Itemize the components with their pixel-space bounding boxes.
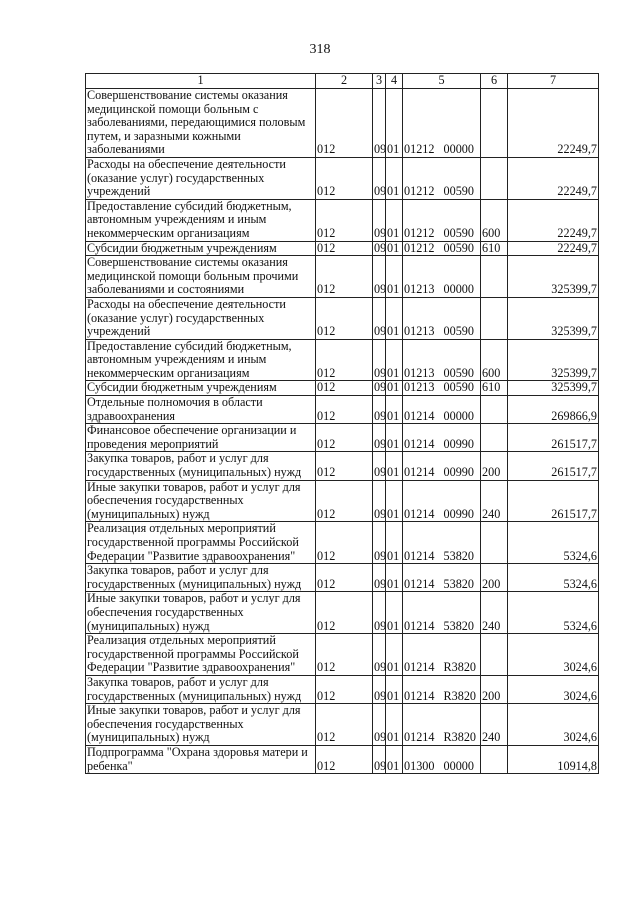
table-row xyxy=(86,199,599,241)
code-ministry: 012 xyxy=(316,592,373,634)
code-section: 09 xyxy=(373,564,386,592)
code-section: 09 xyxy=(374,380,387,395)
col-header-6: 6 xyxy=(481,74,508,89)
code-expense-type xyxy=(481,297,508,339)
amount: 5324,6 xyxy=(508,564,599,592)
code-section: 09 xyxy=(373,480,386,522)
code-expense-type xyxy=(481,634,508,676)
code-target: 01214 00990 xyxy=(403,452,481,480)
row-name: Закупка товаров, работ и услуг для государственных (муниципальных) нужд xyxy=(86,675,316,703)
row-name: Подпрограмма "Охрана здоровья матери и ребенка" xyxy=(86,745,316,773)
code-subsection: 01 xyxy=(386,241,403,256)
code-expense-type: 200 xyxy=(481,452,508,480)
code-expense-type xyxy=(481,157,508,199)
code-subsection: 01 xyxy=(386,564,403,592)
table-row xyxy=(86,704,599,746)
code-section: 09 xyxy=(373,339,386,381)
code-section: 09 xyxy=(373,424,386,452)
code-section: 09 xyxy=(373,297,386,339)
col-header-1: 1 xyxy=(86,74,316,89)
code-section: 09 xyxy=(373,634,386,676)
table-row xyxy=(86,89,599,158)
code-expense-type: 600 xyxy=(481,199,508,241)
table-row xyxy=(86,241,599,256)
code-ministry: 012 xyxy=(316,89,373,158)
code-ministry: 012 xyxy=(316,745,373,773)
amount: 325399,7 xyxy=(508,256,599,298)
code-subsection: 01 xyxy=(386,634,403,676)
code-target: 01214 53820 xyxy=(403,522,481,564)
code-expense-type: 240 xyxy=(481,592,508,634)
table-row xyxy=(86,452,599,480)
row-name: Расходы на обеспечение деятельности (оказание услуг) государственных учреждений xyxy=(86,297,316,339)
code-expense-type: 200 xyxy=(481,675,508,703)
amount: 261517,7 xyxy=(508,424,599,452)
table-row xyxy=(86,564,599,592)
amount: 261517,7 xyxy=(508,480,599,522)
code-subsection: 01 xyxy=(386,297,403,339)
amount: 5324,6 xyxy=(508,592,599,634)
code-ministry: 012 xyxy=(316,241,373,256)
code-section: 09 xyxy=(373,396,386,424)
code-subsection: 01 xyxy=(386,157,403,199)
amount: 22249,7 xyxy=(508,199,599,241)
amount: 325399,7 xyxy=(508,297,599,339)
amount: 22249,7 xyxy=(508,241,599,256)
row-name: Отдельные полномочия в области здравоохранения xyxy=(86,396,316,424)
code-ministry: 012 xyxy=(316,424,373,452)
code-ministry: 012 xyxy=(316,256,373,298)
code-section: 09 xyxy=(373,745,386,773)
amount: 5324,6 xyxy=(508,522,599,564)
code-subsection: 01 xyxy=(386,675,403,703)
code-expense-type xyxy=(481,89,508,158)
code-subsection: 01 xyxy=(386,89,403,158)
amount: 10914,8 xyxy=(508,745,599,773)
code-subsection: 01 xyxy=(386,745,403,773)
code-expense-type xyxy=(481,396,508,424)
code-ministry: 012 xyxy=(316,396,373,424)
amount: 325399,7 xyxy=(508,339,599,381)
code-expense-type: 200 xyxy=(481,564,508,592)
amount: 3024,6 xyxy=(508,675,599,703)
code-target: 01214 00000 xyxy=(403,396,481,424)
code-subsection: 01 xyxy=(386,592,403,634)
code-target: 01213 00590 xyxy=(403,381,481,396)
code-subsection: 01 xyxy=(386,256,403,298)
col-header-3: 3 xyxy=(373,74,386,89)
code-subsection: 01 xyxy=(386,704,403,746)
code-ministry: 012 xyxy=(316,564,373,592)
code-section: 09 xyxy=(373,522,386,564)
code-section: 09 xyxy=(374,240,387,255)
code-target: 01214 53820 xyxy=(403,564,481,592)
code-target: 01214 R3820 xyxy=(403,704,481,746)
table-row xyxy=(86,396,599,424)
code-section: 09 xyxy=(373,199,386,241)
row-name: Расходы на обеспечение деятельности (оказание услуг) государственных учреждений xyxy=(86,157,316,199)
table-row xyxy=(86,297,599,339)
code-target: 01212 00000 xyxy=(403,89,481,158)
code-ministry: 012 xyxy=(316,675,373,703)
table-row xyxy=(86,381,599,396)
code-subsection: 01 xyxy=(386,199,403,241)
code-ministry: 012 xyxy=(316,452,373,480)
code-section: 09 xyxy=(373,704,386,746)
row-name: Совершенствование системы оказания медицинской помощи больным прочими заболеваниями и состояниями xyxy=(86,256,316,298)
row-name: Финансовое обеспечение организации и проведения мероприятий xyxy=(86,424,316,452)
table-row xyxy=(86,424,599,452)
row-name: Иные закупки товаров, работ и услуг для обеспечения государственных (муниципальных) нужд xyxy=(86,704,316,746)
code-section: 09 xyxy=(373,157,386,199)
code-target: 01214 53820 xyxy=(403,592,481,634)
code-subsection: 01 xyxy=(386,480,403,522)
code-expense-type: 240 xyxy=(481,704,508,746)
code-target: 01212 00590 xyxy=(403,199,481,241)
col-header-5: 5 xyxy=(403,74,481,89)
row-name: Закупка товаров, работ и услуг для государственных (муниципальных) нужд xyxy=(86,452,316,480)
amount: 22249,7 xyxy=(508,157,599,199)
amount: 269866,9 xyxy=(508,396,599,424)
amount: 3024,6 xyxy=(508,704,599,746)
row-name: Закупка товаров, работ и услуг для государственных (муниципальных) нужд xyxy=(86,564,316,592)
row-name: Совершенствование системы оказания медицинской помощи больным с заболеваниями, передающимися половым путем, и заразными кожными заболеваниями xyxy=(86,89,316,158)
row-name: Реализация отдельных мероприятий государственной программы Российской Федерации "Развитие здравоохранения" xyxy=(86,522,316,564)
code-ministry: 012 xyxy=(316,634,373,676)
row-name: Реализация отдельных мероприятий государственной программы Российской Федерации "Развитие здравоохранения" xyxy=(86,634,316,676)
row-name: Иные закупки товаров, работ и услуг для обеспечения государственных (муниципальных) нужд xyxy=(86,480,316,522)
code-expense-type: 240 xyxy=(481,480,508,522)
code-expense-type xyxy=(481,522,508,564)
table-row xyxy=(86,675,599,703)
row-name: Предоставление субсидий бюджетным, автономным учреждениям и иным некоммерческим организациям xyxy=(86,339,316,381)
code-section: 09 xyxy=(373,675,386,703)
code-ministry: 012 xyxy=(316,522,373,564)
table-row xyxy=(86,592,599,634)
code-ministry: 012 xyxy=(316,199,373,241)
code-ministry: 012 xyxy=(316,339,373,381)
code-section: 09 xyxy=(373,89,386,158)
amount: 22249,7 xyxy=(508,89,599,158)
code-subsection: 01 xyxy=(386,381,403,396)
code-ministry: 012 xyxy=(316,704,373,746)
code-section: 09 xyxy=(373,592,386,634)
col-header-2: 2 xyxy=(316,74,373,89)
row-name: Субсидии бюджетным учреждениям xyxy=(86,241,316,256)
col-header-4: 4 xyxy=(386,74,403,89)
code-ministry: 012 xyxy=(316,297,373,339)
code-expense-type xyxy=(481,256,508,298)
code-subsection: 01 xyxy=(386,522,403,564)
table-row xyxy=(86,157,599,199)
amount: 3024,6 xyxy=(508,634,599,676)
row-name: Субсидии бюджетным учреждениям xyxy=(86,381,316,396)
code-section: 09 xyxy=(373,256,386,298)
code-target: 01212 00590 xyxy=(403,157,481,199)
col-header-7: 7 xyxy=(508,74,599,89)
table-row xyxy=(86,634,599,676)
table-row xyxy=(86,480,599,522)
code-target: 01214 00990 xyxy=(403,480,481,522)
code-subsection: 01 xyxy=(386,396,403,424)
row-name: Иные закупки товаров, работ и услуг для обеспечения государственных (муниципальных) нужд xyxy=(86,592,316,634)
table-row xyxy=(86,745,599,773)
page-number: 318 xyxy=(309,42,331,57)
code-target: 01300 00000 xyxy=(403,745,481,773)
code-target: 01214 R3820 xyxy=(403,675,481,703)
code-expense-type: 610 xyxy=(481,241,508,256)
code-target: 01214 00990 xyxy=(403,424,481,452)
code-ministry: 012 xyxy=(316,157,373,199)
table-row xyxy=(86,256,599,298)
code-ministry: 012 xyxy=(316,381,373,396)
amount: 325399,7 xyxy=(508,381,599,396)
code-target: 01213 00000 xyxy=(403,256,481,298)
budget-table xyxy=(85,73,599,774)
header-row xyxy=(86,74,599,89)
code-target: 01212 00590 xyxy=(403,241,481,256)
code-section: 09 xyxy=(373,452,386,480)
code-subsection: 01 xyxy=(386,339,403,381)
code-subsection: 01 xyxy=(386,452,403,480)
code-target: 01213 00590 xyxy=(403,297,481,339)
code-expense-type xyxy=(481,424,508,452)
code-expense-type: 600 xyxy=(481,339,508,381)
code-subsection: 01 xyxy=(386,424,403,452)
table-row xyxy=(86,522,599,564)
amount: 261517,7 xyxy=(508,452,599,480)
code-expense-type: 610 xyxy=(481,381,508,396)
table-row xyxy=(86,339,599,381)
code-target: 01214 R3820 xyxy=(403,634,481,676)
code-expense-type xyxy=(481,745,508,773)
code-target: 01213 00590 xyxy=(403,339,481,381)
code-ministry: 012 xyxy=(316,480,373,522)
row-name: Предоставление субсидий бюджетным, автономным учреждениям и иным некоммерческим организациям xyxy=(86,199,316,241)
